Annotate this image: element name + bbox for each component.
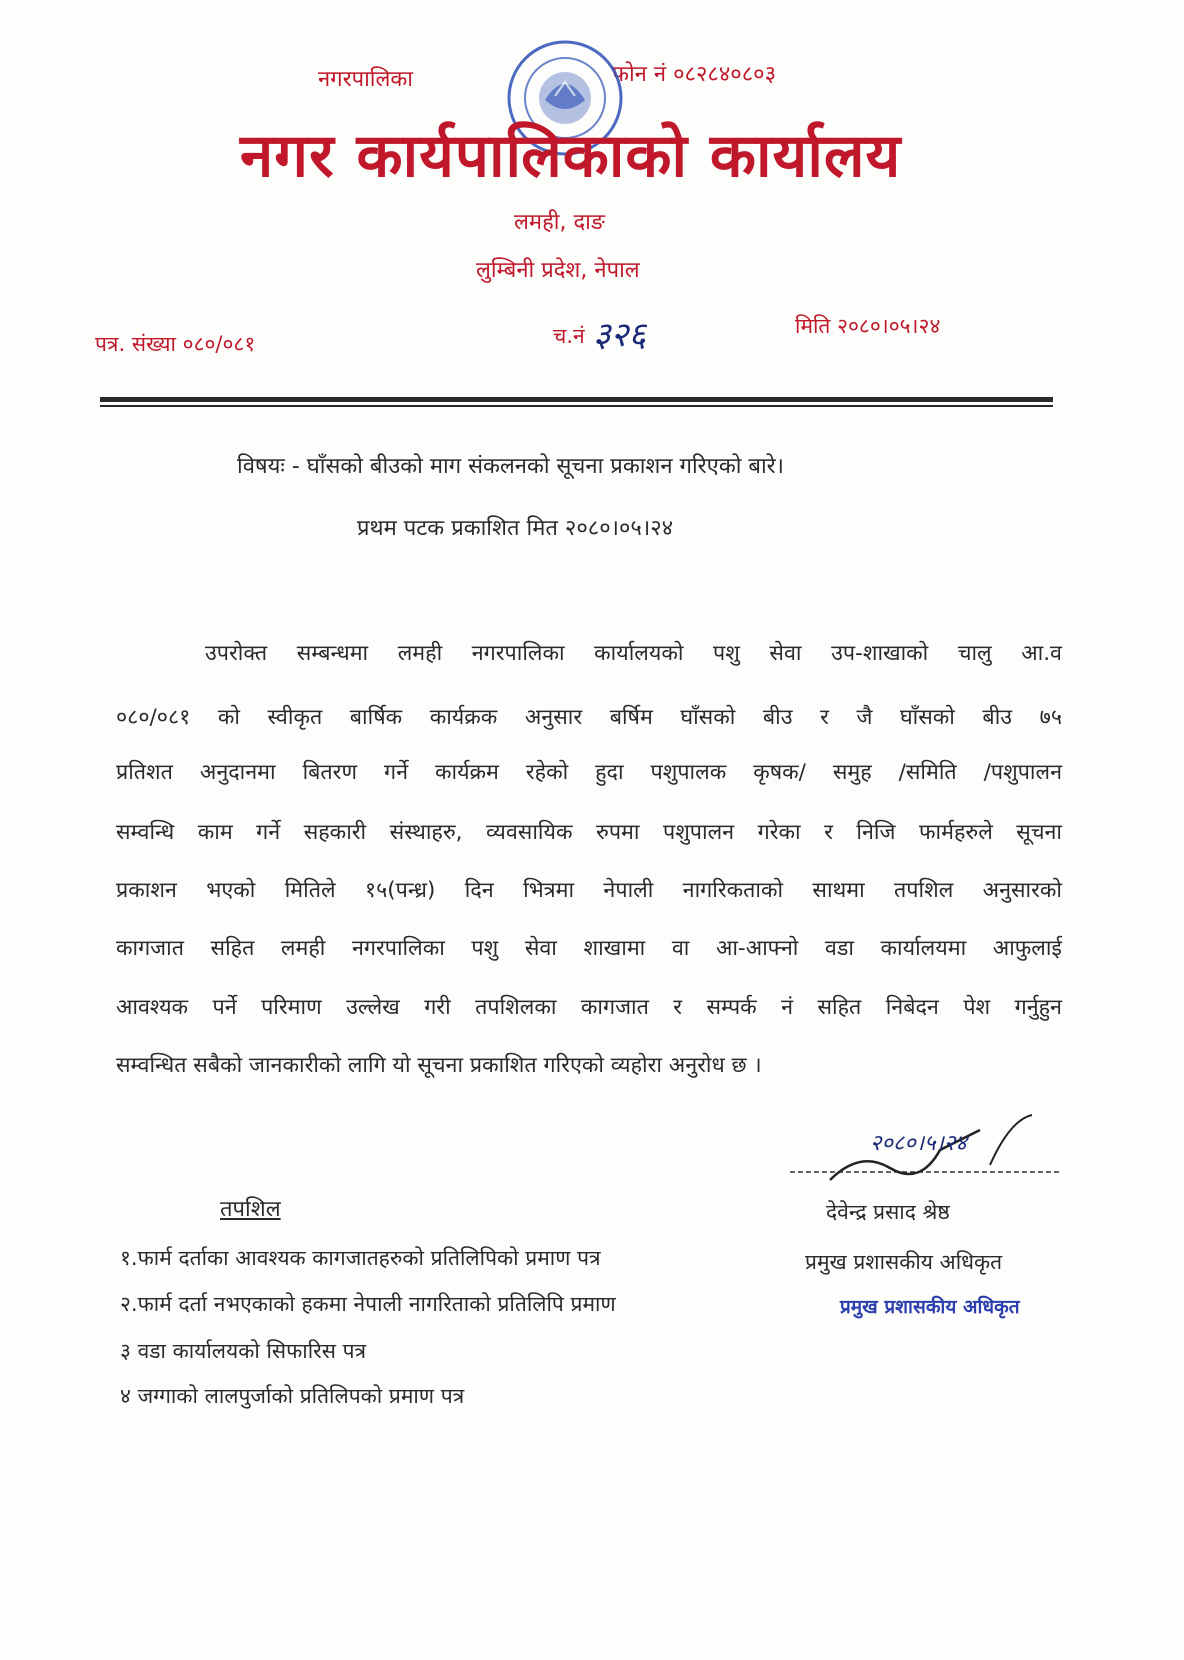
tapsil-item-1: १.फार्म दर्ताका आवश्यक कागजातहरुको प्रतिलिपिको प्रमाण पत्र [120,1246,601,1270]
tapsil-heading: तपशिल [220,1197,281,1222]
letter-date: मिति २०८०।०५।२४ [795,314,941,338]
dispatch-number-handwritten: ३२६ [593,315,647,355]
letter-number: पत्र. संख्या ०८०/०८१ [95,332,256,356]
body-line-3: प्रतिशत अनुदानमा बितरण गर्ने कार्यक्रम रहेको हुदा पशुपालक कृषक/ समुह /समिति /पशुपालन [116,760,1062,785]
header-divider-thick [100,397,1053,402]
signature-date-handwritten: २०८०।५।२४ [870,1131,967,1156]
published-date-line: प्रथम पटक प्रकाशित मित २०८०।०५।२४ [357,516,674,541]
designation-stamp: प्रमुख प्रशासकीय अधिकृत [840,1296,1020,1318]
body-line-4: सम्वन्धि काम गर्ने सहकारी संस्थाहरु, व्यवसायिक रुपमा पशुपालन गरेका र निजि फार्महरुले सूचना [116,820,1062,845]
dispatch-label: च.नं [553,324,585,348]
tapsil-item-2: २.फार्म दर्ता नभएकाको हकमा नेपाली नागरिताको प्रतिलिपि प्रमाण [120,1292,616,1316]
body-line-7: आवश्यक पर्ने परिमाण उल्लेख गरी तपशिलका कागजात र सम्पर्क नं सहित निबेदन पेश गर्नुहुन [116,995,1062,1020]
subject-line: विषयः - घाँसको बीउको माग संकलनको सूचना प्रकाशन गरिएको बारे। [237,454,785,479]
body-line-2: ०८०/०८१ को स्वीकृत बार्षिक कार्यक्रक अनुसार बर्षिम घाँसको बीउ र जै घाँसको बीउ ७५ [116,705,1062,730]
tapsil-item-3: ३ वडा कार्यालयको सिफारिस पत्र [120,1339,367,1363]
body-line-6: कागजात सहित लमही नगरपालिका पशु सेवा शाखामा वा आ-आफ्नो वडा कार्यालयमा आफुलाई [116,936,1062,961]
phone-number: फोन नं ०८२८४०८०३ [612,62,777,87]
address-line-2: लुम्बिनी प्रदेश, नेपाल [476,258,640,283]
header-divider-thin [100,405,1053,407]
body-line-1: उपरोक्त सम्बन्धमा लमही नगरपालिका कार्यालयको पशु सेवा उप-शाखाको चालु आ.व [205,641,1062,666]
signatory-title: प्रमुख प्रशासकीय अधिकृत [805,1250,1003,1274]
signatory-name: देवेन्द्र प्रसाद श्रेष्ठ [826,1200,950,1224]
body-line-8: सम्वन्धित सबैको जानकारीको लागि यो सूचना प्रकाशित गरिएको व्यहोरा अनुरोध छ । [116,1053,762,1078]
office-title: नगर कार्यपालिकाको कार्यालय [240,121,902,191]
body-line-5: प्रकाशन भएको मितिले १५(पन्ध्र) दिन भित्रमा नेपाली नागरिकताको साथमा तपशिल अनुसारको [116,878,1062,903]
org-small-label: नगरपालिका [318,67,413,92]
tapsil-item-4: ४ जग्गाको लालपुर्जाको प्रतिलिपको प्रमाण पत्र [120,1384,465,1408]
address-line-1: लमही, दाङ [514,210,605,235]
